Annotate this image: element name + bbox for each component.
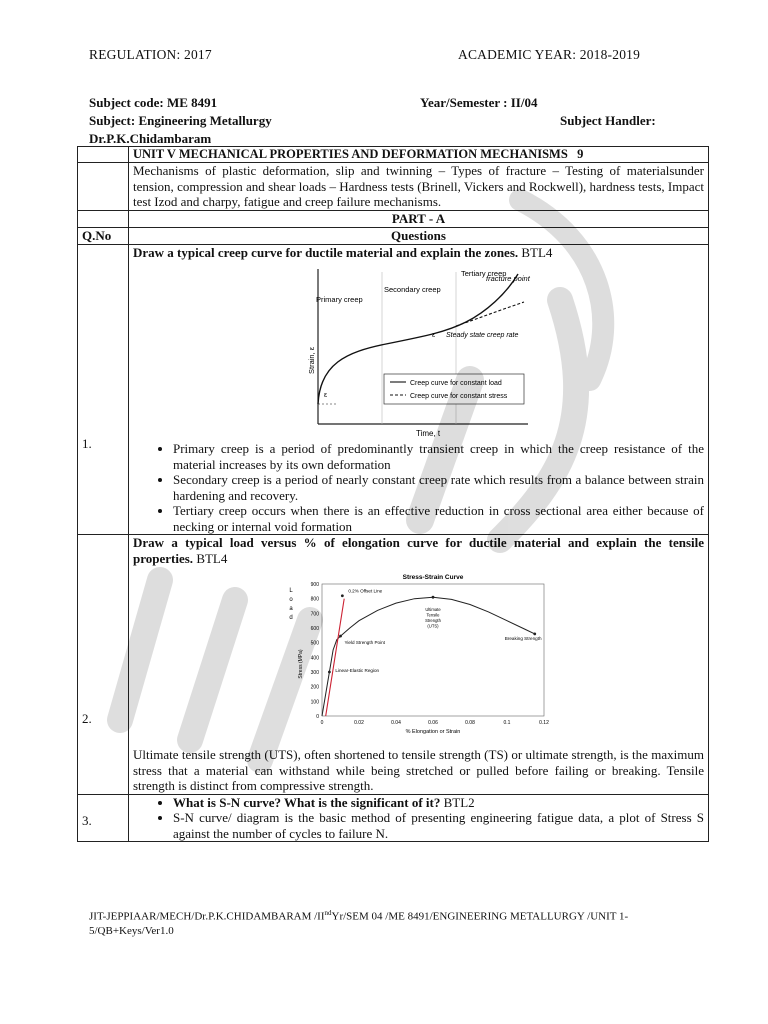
legend-load: Creep curve for constant load xyxy=(410,380,502,387)
question-text: What is S-N curve? What is the significant of it? xyxy=(173,794,441,810)
tertiary-creep-label: Tertiary creep xyxy=(461,269,507,278)
creep-y-label: Strain, ε xyxy=(307,346,316,374)
annotation-uts-line: Tensile xyxy=(425,612,440,618)
y-tick-label: 600 xyxy=(310,626,319,632)
question-text: Draw a typical creep curve for ductile material and explain the zones. xyxy=(133,244,519,260)
subject-handler-label: Subject Handler: xyxy=(560,113,656,128)
y-tick-label: 500 xyxy=(310,640,319,647)
qno-header: Q.No xyxy=(78,227,129,244)
annotation-point xyxy=(533,632,536,635)
syllabus: Mechanisms of plastic deformation, slip and twinning – Types of fracture – Testing of materialsunder tension, compression and shear loads – Hardness tests (Brinell, Vickers and Rockwell), hardness tests, Impact test Izod and charpy, fatigue and creep failure mechanisms. xyxy=(129,163,709,211)
btl-level: BTL2 xyxy=(443,794,475,810)
x-tick-label: 0.02 xyxy=(353,720,364,726)
subject-handler-name: Dr.P.K.Chidambaram xyxy=(89,131,212,146)
annotation-point xyxy=(340,594,343,597)
list-item: • Primary creep is a period of predominantly transient creep in which the creep resistance of the material increases by its own deformation xyxy=(173,441,704,472)
list-item xyxy=(173,795,704,811)
y-tick-label: 900 xyxy=(310,582,319,588)
part-title: PART - A xyxy=(129,210,709,227)
part-row xyxy=(78,210,709,227)
year-semester: Year/Semester : II/04 xyxy=(420,95,538,110)
list-item: • S-N curve/ diagram is the basic method of presenting engineering fatigue data, a plot of Stress S against the number of cycles to failure N. xyxy=(173,810,704,841)
questions-header: Questions xyxy=(129,227,709,244)
subject-name: Subject: Engineering Metallurgy xyxy=(89,113,272,128)
unit-hours: 9 xyxy=(577,147,584,161)
question-number: 1. xyxy=(78,244,129,535)
primary-creep-label: Primary creep xyxy=(316,295,363,304)
regulation: REGULATION: 2017 xyxy=(89,47,212,62)
y-tick-label: 700 xyxy=(310,611,319,618)
btl-level: BTL4 xyxy=(196,550,228,566)
x-tick-label: 0.08 xyxy=(464,720,475,726)
y-tick-label: 100 xyxy=(310,699,319,706)
creep-x-label: Time, t xyxy=(416,429,441,438)
btl-level: BTL4 xyxy=(521,244,553,260)
annotation-uts-line: Strength xyxy=(424,618,441,624)
steady-state-label: Steady state creep rate xyxy=(446,332,519,339)
eps-0-label: ε xyxy=(324,392,328,399)
annotation-point xyxy=(328,671,331,674)
y-tick-label: 400 xyxy=(310,655,319,662)
table-row xyxy=(78,535,709,795)
side-label-char: o xyxy=(288,597,293,603)
plot-area xyxy=(322,584,544,716)
y-tick-label: 0 xyxy=(315,714,319,720)
side-label-char: a xyxy=(288,606,293,612)
page-footer: JIT-JEPPIAAR/MECH/Dr.P.K.CHIDAMBARAM /IIndYr/SEM 04 /ME 8491/ENGINEERING METALLURGY /UNIT 1-5/QB+Keys/Ver1.0 xyxy=(89,909,629,937)
table-row xyxy=(78,794,709,842)
side-label-char: d xyxy=(288,615,293,621)
list-item: • Tertiary creep occurs when there is an effective reduction in cross sectional area either because of necking or internal void formation xyxy=(173,503,704,534)
x-tick-label: 0 xyxy=(320,720,323,726)
y-tick-label: 300 xyxy=(310,670,319,676)
unit-title: UNIT V MECHANICAL PROPERTIES AND DEFORMATION MECHANISMS xyxy=(133,147,568,161)
secondary-creep-label: Secondary creep xyxy=(384,285,441,294)
q2-answer: Ultimate tensile strength (UTS), often shortened to tensile strength (TS) or ultimate strength, is the maximum stress that a material can withstand while being stretched or pulled before failing or breaking. Tensile strength is distinct from compressive strength. xyxy=(133,747,704,793)
table-row xyxy=(78,244,709,535)
list-item: • Secondary creep is a period of nearly constant creep rate which results from a balance between strain hardening and recovery. xyxy=(173,472,704,503)
annotation-text: Yield Strength Point xyxy=(344,640,385,646)
column-header-row xyxy=(78,227,709,244)
annotation-text: Linear-Elastic Region xyxy=(334,668,379,673)
y-axis-label: Stress (MPa) xyxy=(297,649,304,679)
chart-title: Stress-Strain Curve xyxy=(402,574,463,581)
q3-points xyxy=(133,795,704,842)
annotation-text: Breaking Strength xyxy=(504,635,542,641)
legend-stress: Creep curve for constant stress xyxy=(410,393,508,400)
question-text: Draw a typical load versus % of elongation curve for ductile material and explain the tensile properties. xyxy=(133,535,704,566)
annotation-uts-line: Ultimate xyxy=(424,607,441,613)
y-tick-label: 800 xyxy=(310,596,319,603)
x-tick-label: 0.04 xyxy=(390,720,401,726)
question-number: 2. xyxy=(78,535,129,795)
eps-t-label: ε xyxy=(432,332,436,339)
stress-strain-chart xyxy=(284,570,554,745)
q1-points xyxy=(133,441,704,534)
annotation-text: 0.2% Offset Line xyxy=(347,588,382,594)
y-tick-label: 200 xyxy=(310,684,319,691)
syllabus-row xyxy=(78,163,709,211)
x-tick-label: 0.12 xyxy=(538,720,549,726)
x-tick-label: 0.06 xyxy=(427,720,438,726)
unit-row xyxy=(78,147,709,163)
x-axis-label: % Elongation or Strain xyxy=(405,729,460,735)
fracture-point-label: fracture point xyxy=(486,274,530,283)
question-bank-table xyxy=(77,146,709,842)
subject-code: Subject code: ME 8491 xyxy=(89,95,218,110)
annotation-uts-line: (UTS) xyxy=(426,623,439,629)
creep-curve-figure xyxy=(306,264,531,439)
annotation-point xyxy=(339,635,342,638)
question-number: 3. xyxy=(78,794,129,842)
academic-year: ACADEMIC YEAR: 2018-2019 xyxy=(458,47,641,62)
x-tick-label: 0.1 xyxy=(503,720,510,726)
annotation-point xyxy=(431,596,434,599)
side-label-char: L xyxy=(288,588,293,594)
